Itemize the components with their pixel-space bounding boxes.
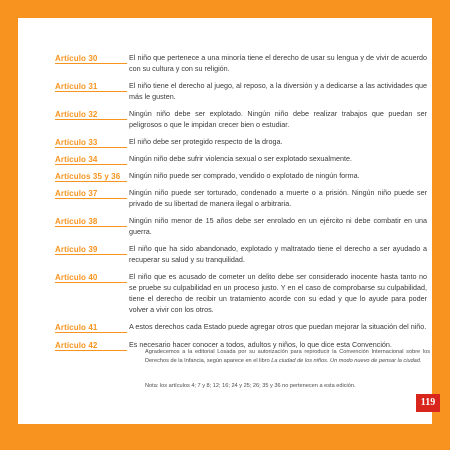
article-label: Artículos 35 y 36 bbox=[55, 172, 127, 182]
credits-paragraph bbox=[145, 348, 430, 365]
article-text: El niño debe ser protegido respecto de la droga. bbox=[129, 137, 283, 146]
article-row bbox=[55, 321, 427, 333]
article-row bbox=[55, 170, 427, 182]
article-text: El niño que es acusado de cometer un delito debe ser considerado inocente hasta tanto no se pruebe su culpabilidad en un proceso justo. Y en el caso de comprobarse su culpabilidad, tiene el derecho de recibir un tratamiento acorde con su edad y que lo ayude para poder volver a vivir con los otros. bbox=[129, 272, 427, 314]
article-row bbox=[55, 52, 427, 74]
article-label: Artículo 38 bbox=[55, 217, 127, 227]
article-text: A estos derechos cada Estado puede agregar otros que puedan mejorar la situación del niño. bbox=[129, 322, 427, 331]
article-label: Artículo 39 bbox=[55, 245, 127, 255]
note-text: Nota: los artículos 4; 7 y 8; 12; 16; 24 y 25; 26; 35 y 36 no pertenecen a esta edición. bbox=[145, 383, 356, 389]
articles-list bbox=[55, 52, 427, 351]
credits-end: . bbox=[419, 357, 422, 364]
article-row bbox=[55, 271, 427, 315]
article-label: Artículo 33 bbox=[55, 138, 127, 148]
article-label: Artículo 37 bbox=[55, 189, 127, 199]
article-text: Ningún niño debe ser explotado. Ningún niño debe realizar trabajos que puedan ser peligrosos o que le impidan crecer bien o estudiar. bbox=[129, 109, 427, 129]
article-text: Ningún niño debe sufrir violencia sexual o ser explotado sexualmente. bbox=[129, 154, 352, 163]
article-text: Ningún niño puede ser torturado, condenado a muerte o a prisión. Ningún niño puede ser privado de su libertad de manera ilegal o arbitraria. bbox=[129, 188, 427, 208]
article-row bbox=[55, 108, 427, 130]
article-text: Es necesario hacer conocer a todos, adultos y niños, lo que dice esta Convención. bbox=[129, 340, 392, 349]
article-row bbox=[55, 187, 427, 209]
article-label: Artículo 31 bbox=[55, 82, 127, 92]
article-row bbox=[55, 136, 427, 148]
article-label: Artículo 41 bbox=[55, 323, 127, 333]
credits-text: Agradecemos a la editorial Losada por su autorización para reproducir la Convención Internacional sobre los Derechos de la Infancia, según aparece en el libro bbox=[145, 349, 430, 364]
article-row bbox=[55, 243, 427, 265]
article-label: Artículo 32 bbox=[55, 110, 127, 120]
article-text: El niño que ha sido abandonado, explotado y maltratado tiene el derecho a ser ayudado a recuperar su salud y su tranquilidad. bbox=[129, 244, 427, 264]
article-text: El niño tiene el derecho al juego, al reposo, a la diversión y a dedicarse a las actividades que más le gusten. bbox=[129, 81, 427, 101]
page-sheet bbox=[18, 18, 432, 424]
article-row bbox=[55, 80, 427, 102]
article-text: Ningún niño menor de 15 años debe ser enrolado en un ejército ni debe combatir en una guerra. bbox=[129, 216, 427, 236]
book-title: La ciudad de los niños. Un modo nuevo de pensar la ciudad bbox=[271, 357, 420, 364]
article-row bbox=[55, 215, 427, 237]
article-text: El niño que pertenece a una minoría tiene el derecho de usar su lengua y de vivir de acuerdo con su cultura y con su religión. bbox=[129, 53, 427, 73]
article-text: Ningún niño puede ser comprado, vendido o explotado de ningún forma. bbox=[129, 171, 360, 180]
article-label: Artículo 30 bbox=[55, 54, 127, 64]
article-label: Artículo 40 bbox=[55, 273, 127, 283]
article-label: Artículo 42 bbox=[55, 341, 127, 351]
article-label: Artículo 34 bbox=[55, 155, 127, 165]
article-row bbox=[55, 153, 427, 165]
page-number-badge: 119 bbox=[416, 394, 440, 412]
